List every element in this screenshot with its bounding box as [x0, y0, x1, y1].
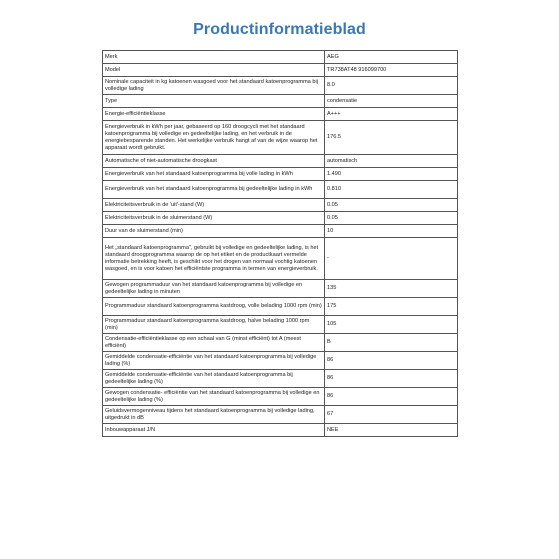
- row-value: NEE: [325, 424, 458, 437]
- table-row: [103, 334, 458, 352]
- table-row: [103, 199, 458, 212]
- row-value: 135: [325, 280, 458, 298]
- row-value: 86: [325, 370, 458, 388]
- row-label: Elektriciteitsverbruik in de sluimerstand (W): [103, 212, 325, 225]
- row-value: automatisch: [325, 155, 458, 168]
- table-row: [103, 388, 458, 406]
- row-value: 10: [325, 225, 458, 238]
- row-value: 176.5: [325, 121, 458, 155]
- row-value: condensatie: [325, 95, 458, 108]
- row-label: Type: [103, 95, 325, 108]
- row-label: Merk: [103, 51, 325, 64]
- row-label: Nominale capaciteit in kg katoenen wasgoed voor het standaard katoenprogramma bij volledige lading: [103, 77, 325, 95]
- row-value: 0.05: [325, 212, 458, 225]
- row-label: Condensatie-efficiëntieklasse op een schaal van G (minst efficiënt) tot A (meest efficiënt): [103, 334, 325, 352]
- table-row: [103, 225, 458, 238]
- row-label: Geluidsvermogenniveau tijdens het standaard katoenprogramma bij volledige lading, uitgedrukt in dB: [103, 406, 325, 424]
- row-label: Inbouwapparaat J/N: [103, 424, 325, 437]
- table-row: [103, 370, 458, 388]
- row-value: 8.0: [325, 77, 458, 95]
- row-value: 105: [325, 316, 458, 334]
- table-row: [103, 298, 458, 316]
- row-label: Gemiddelde condensatie-efficiëntie van het standaard katoenprogramma bij volledige lading (%): [103, 352, 325, 370]
- row-value: 67: [325, 406, 458, 424]
- row-label: Energie-efficiëntieklasse: [103, 108, 325, 121]
- table-row: [103, 212, 458, 225]
- table-row: [103, 155, 458, 168]
- table-row: [103, 280, 458, 298]
- page-title: Productinformatieblad: [193, 21, 366, 38]
- row-value: 86: [325, 352, 458, 370]
- row-value: A+++: [325, 108, 458, 121]
- row-label: Energieverbruik in kWh per jaar, gebaseerd op 160 droogcycli met het standaard katoenprogramma bij volledige en gedeeltelijke lading, en het verbruik in de energiebesparende standen. Het werkelijke verbruik hangt af van de wijze waarop het apparaat wordt gebruikt.: [103, 121, 325, 155]
- table-row: [103, 238, 458, 280]
- row-value: 0.05: [325, 199, 458, 212]
- table-row: [103, 108, 458, 121]
- row-label: Elektriciteitsverbruik in de 'uit'-stand (W): [103, 199, 325, 212]
- row-label: Energieverbruik van het standaard katoenprogramma bij gedeeltelijke lading in kWh: [103, 181, 325, 199]
- row-label: Programmaduur standaard katoenprogramma kastdroog, halve belading 1000 rpm (min): [103, 316, 325, 334]
- table-row: [103, 181, 458, 199]
- row-label: Model: [103, 64, 325, 77]
- row-label: Energieverbruik van het standaard katoenprogramma bij volle lading in kWh: [103, 168, 325, 181]
- table-row: [103, 51, 458, 64]
- row-value: TR738AT48 916099700: [325, 64, 458, 77]
- row-value: 175: [325, 298, 458, 316]
- row-label: Gewogen programmaduur van het standaard katoenprogramma bij volledige en gedeeltelijke lading in minuten: [103, 280, 325, 298]
- table-row: [103, 168, 458, 181]
- table-row: [103, 424, 458, 437]
- row-value: 86: [325, 388, 458, 406]
- row-value: -: [325, 238, 458, 280]
- table-row: [103, 352, 458, 370]
- table-row: [103, 77, 458, 95]
- product-info-table: [102, 50, 458, 437]
- row-value: 1.490: [325, 168, 458, 181]
- table-row: [103, 64, 458, 77]
- row-value: AEG: [325, 51, 458, 64]
- row-label: Gewogen condensatie- efficiëntie van het standaard katoenprogramma bij volledige en gedeeltelijke lading (%): [103, 388, 325, 406]
- table-row: [103, 316, 458, 334]
- table-row: [103, 95, 458, 108]
- table-row: [103, 121, 458, 155]
- table-row: [103, 406, 458, 424]
- row-label: Het „standaard katoenprogramma", gebruikt bij volledige en gedeeltelijke lading, is het standaard droogprogramma waarop de op het etiket en de productkaart vermelde informatie betrekking heeft, is geschikt voor het drogen van normaal vochtig katoenen wasgoed, en is voor katoen het efficiëntste programma in termen van energieverbruik.: [103, 238, 325, 280]
- row-value: B: [325, 334, 458, 352]
- row-label: Gemiddelde condensatie-efficiëntie van het standaard katoenprogramma bij gedeeltelijke lading (%): [103, 370, 325, 388]
- row-value: 0.810: [325, 181, 458, 199]
- row-label: Duur van de sluimerstand (min): [103, 225, 325, 238]
- row-label: Programmaduur standaard katoenprogramma kastdroog, volle belading 1000 rpm (min): [103, 298, 325, 316]
- row-label: Automatische of niet-automatische droogkast: [103, 155, 325, 168]
